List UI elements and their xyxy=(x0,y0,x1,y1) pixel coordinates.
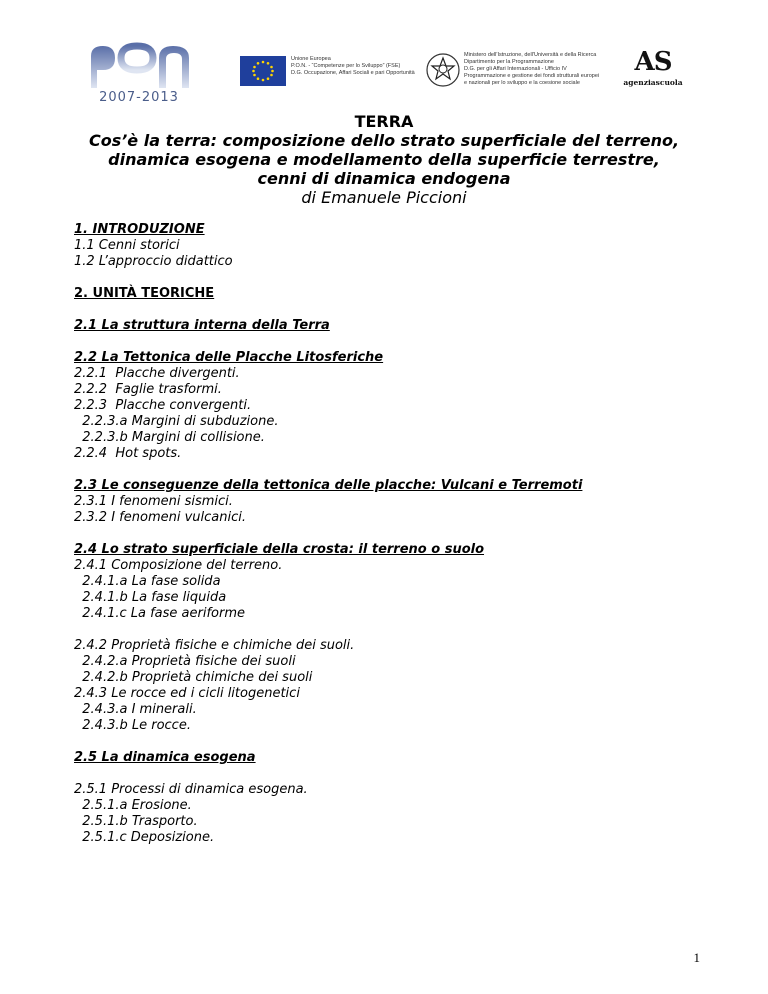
toc-entry-text: 2.1 La struttura interna della Terra xyxy=(74,318,330,333)
toc-entry xyxy=(74,222,714,238)
toc-entry-text: 2.2 La Tettonica delle Placche Litosferiche xyxy=(74,350,384,365)
page-number: 1 xyxy=(693,950,700,965)
toc-entry xyxy=(74,494,714,510)
toc-entry xyxy=(74,558,714,574)
as-logo-mark: AS xyxy=(634,47,672,77)
toc-entry xyxy=(74,286,714,302)
toc-entry-text: 2.5 La dinamica esogena xyxy=(74,750,256,765)
toc-entry xyxy=(74,446,714,462)
toc-entry-text: 2.5.1.c Deposizione. xyxy=(74,830,215,845)
toc-entry xyxy=(74,398,714,414)
toc-entry-text: 2.4.2.a Proprietà fisiche dei suoli xyxy=(74,654,296,669)
toc-entry xyxy=(74,366,714,382)
agenziascuola-logo xyxy=(623,48,683,100)
toc-entry xyxy=(74,542,714,558)
toc-entry xyxy=(74,382,714,398)
toc-entry xyxy=(74,654,714,670)
title-main: TERRA xyxy=(354,112,414,131)
toc-entry xyxy=(74,670,714,686)
toc-entry xyxy=(74,830,714,846)
as-logo-word: agenziascuola xyxy=(623,78,683,87)
toc-entry-text: 2.2.1 Placche divergenti. xyxy=(74,366,240,381)
italian-republic-emblem-icon xyxy=(425,50,461,90)
toc-spacer xyxy=(74,766,714,782)
toc-spacer xyxy=(74,302,714,318)
toc-entry xyxy=(74,606,714,622)
toc-entry-text: 2.3.1 I fenomeni sismici. xyxy=(74,494,233,509)
toc-entry xyxy=(74,718,714,734)
toc-entry-text: 2.4.1.b La fase liquida xyxy=(74,590,227,605)
toc-entry-text: 2.4.3.a I minerali. xyxy=(74,702,197,717)
toc-entry-text: 2.2.2 Faglie trasformi. xyxy=(74,382,222,397)
title-subtitle-line: cenni di dinamica endogena xyxy=(257,169,511,188)
toc-entry-text: 1.2 L’approccio didattico xyxy=(74,254,233,269)
toc-entry xyxy=(74,430,714,446)
ministry-caption: Ministero dell'Istruzione, dell'Università e della Ricerca Dipartimento per la Programmazione D.G. per gli Affari Internazionali - Ufficio IV Programmazione e gestione dei fondi strutturali europei e nazionali per lo sviluppo e la coesione sociale xyxy=(464,52,600,86)
title-author: di Emanuele Piccioni xyxy=(301,188,467,207)
toc-spacer xyxy=(74,622,714,638)
toc-entry xyxy=(74,814,714,830)
toc-entry-text: 1. INTRODUZIONE xyxy=(74,222,205,237)
toc-entry xyxy=(74,254,714,270)
toc-entry xyxy=(74,750,714,766)
eu-caption: Unione Europea P.O.N. - “Competenze per lo Sviluppo” (FSE) D.G. Occupazione, Affari Sociali e pari Opportunità xyxy=(291,56,415,76)
toc-entry xyxy=(74,318,714,334)
toc-entry xyxy=(74,238,714,254)
pon-year: 2007-2013 xyxy=(99,90,179,105)
toc-entry-text: 2.2.3.b Margini di collisione. xyxy=(74,430,265,445)
toc-entry-text: 1.1 Cenni storici xyxy=(74,238,180,253)
title-subtitle-line: dinamica esogena e modellamento della superficie terrestre, xyxy=(108,150,660,169)
toc-entry xyxy=(74,702,714,718)
toc-entry xyxy=(74,638,714,654)
toc-entry xyxy=(74,478,714,494)
toc-spacer xyxy=(74,734,714,750)
toc-entry xyxy=(74,414,714,430)
document-title xyxy=(0,112,768,207)
toc-entry-text: 2.5.1 Processi di dinamica esogena. xyxy=(74,782,308,797)
toc-entry-text: 2.5.1.a Erosione. xyxy=(74,798,192,813)
toc-entry-text: 2.4.2 Proprietà fisiche e chimiche dei suoli. xyxy=(74,638,355,653)
table-of-contents xyxy=(74,222,714,846)
toc-spacer xyxy=(74,462,714,478)
toc-entry xyxy=(74,590,714,606)
toc-entry-text: 2.3 Le conseguenze della tettonica delle placche: Vulcani e Terremoti xyxy=(74,478,583,493)
toc-spacer xyxy=(74,270,714,286)
toc-spacer xyxy=(74,526,714,542)
toc-entry-text: 2. UNITÀ TEORICHE xyxy=(74,286,215,301)
toc-entry xyxy=(74,686,714,702)
toc-entry-text: 2.4.2.b Proprietà chimiche dei suoli xyxy=(74,670,313,685)
toc-entry-text: 2.4.1.c La fase aeriforme xyxy=(74,606,245,621)
toc-entry xyxy=(74,574,714,590)
toc-entry-text: 2.4.1 Composizione del terreno. xyxy=(74,558,283,573)
toc-entry xyxy=(74,510,714,526)
toc-entry-text: 2.4.1.a La fase solida xyxy=(74,574,221,589)
toc-entry-text: 2.2.3.a Margini di subduzione. xyxy=(74,414,279,429)
title-subtitle-line: Cos’è la terra: composizione dello strato superficiale del terreno, xyxy=(88,131,680,150)
toc-entry-text: 2.4 Lo strato superficiale della crosta: il terreno o suolo xyxy=(74,542,485,557)
toc-entry-text: 2.4.3.b Le rocce. xyxy=(74,718,191,733)
toc-entry-text: 2.4.3 Le rocce ed i cicli litogenetici xyxy=(74,686,300,701)
toc-spacer xyxy=(74,334,714,350)
toc-entry xyxy=(74,798,714,814)
header-logos xyxy=(75,40,715,112)
toc-entry xyxy=(74,782,714,798)
eu-flag-icon xyxy=(240,56,286,86)
toc-entry xyxy=(74,350,714,366)
toc-entry-text: 2.2.4 Hot spots. xyxy=(74,446,182,461)
toc-entry-text: 2.2.3 Placche convergenti. xyxy=(74,398,252,413)
toc-entry-text: 2.5.1.b Trasporto. xyxy=(74,814,198,829)
toc-entry-text: 2.3.2 I fenomeni vulcanici. xyxy=(74,510,246,525)
